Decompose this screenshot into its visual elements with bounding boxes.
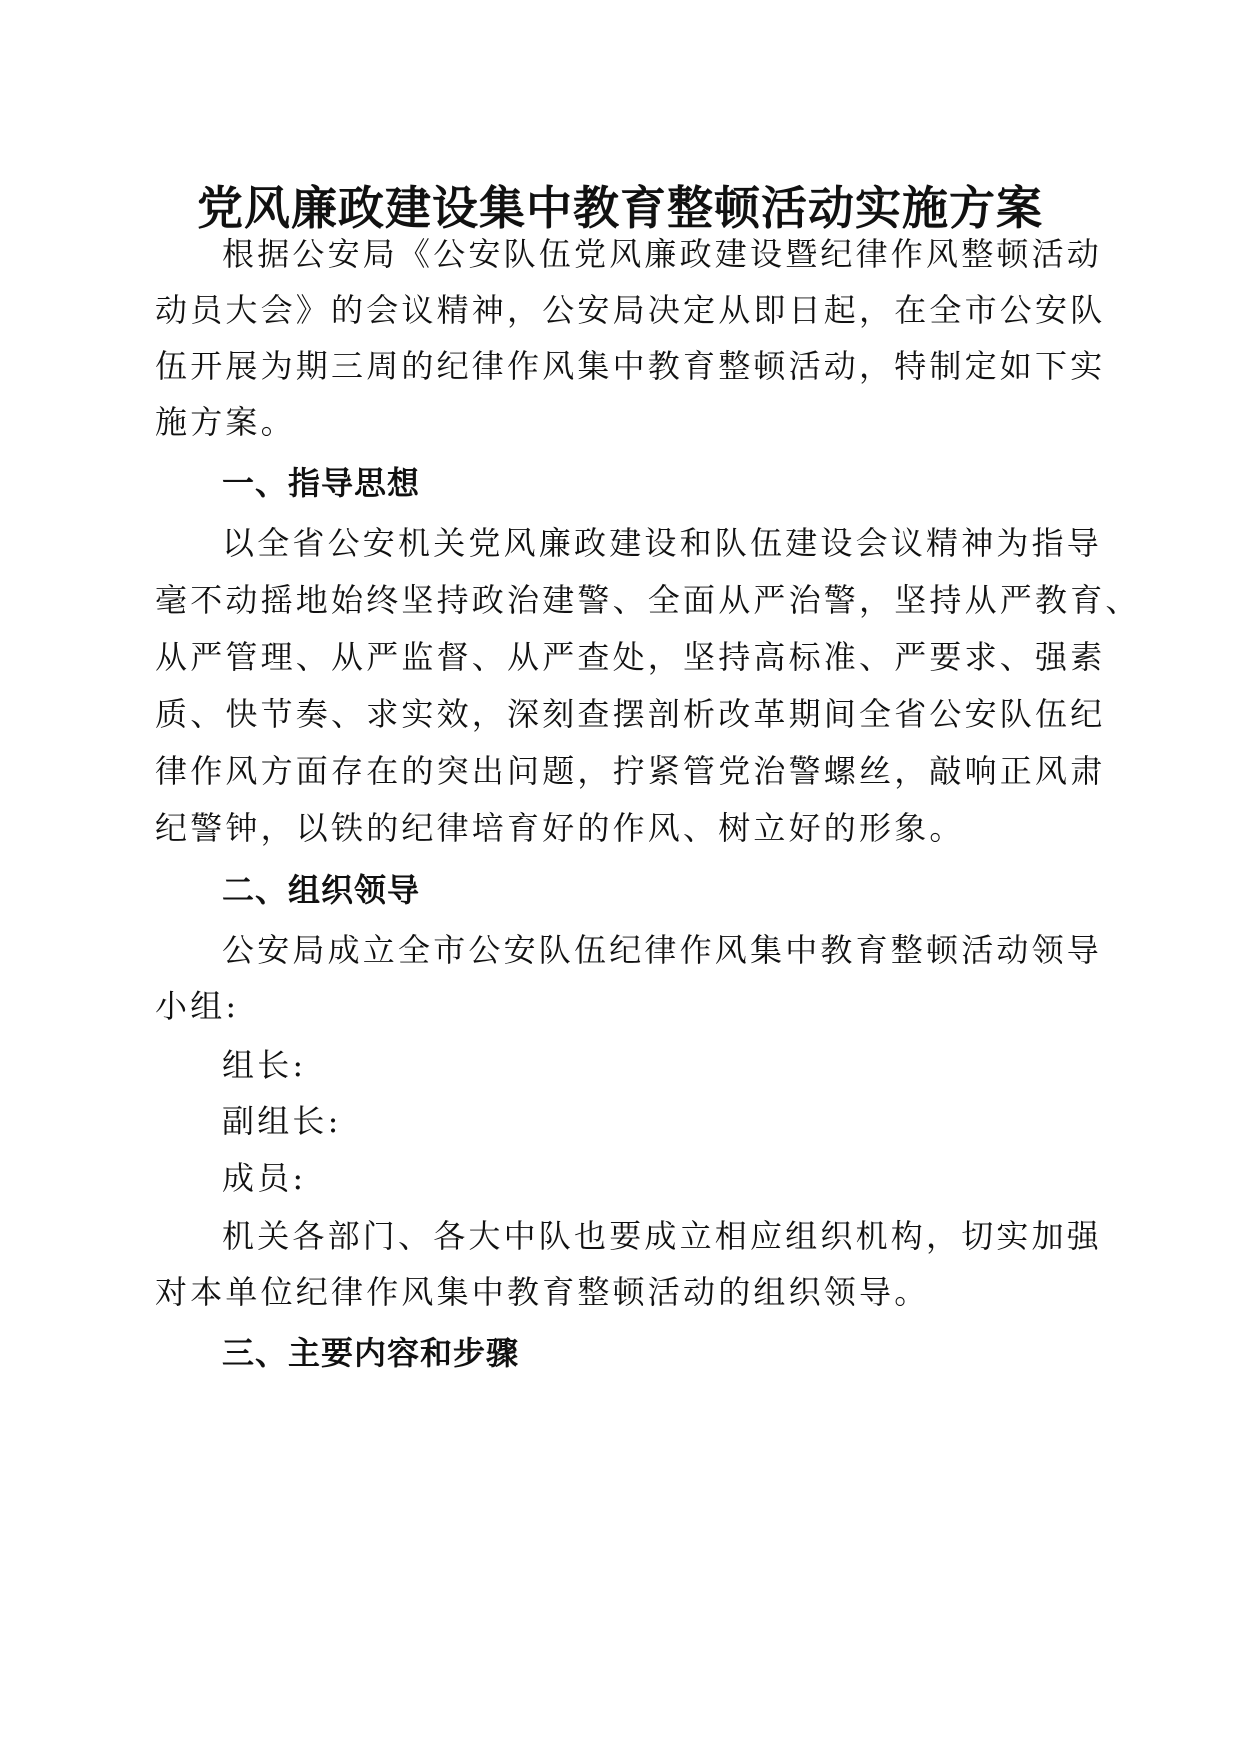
role-members: 成员:	[222, 1159, 307, 1197]
intro-line-4: 施方案。	[155, 403, 296, 441]
intro-line-2: 动员大会》的会议精神，公安局决定从即日起，在全市公安队	[155, 291, 1106, 329]
section-1-line-5: 律作风方面存在的突出问题，拧紧管党治警螺丝，敲响正风肃	[155, 752, 1106, 790]
section-1-heading: 一、指导思想	[222, 464, 421, 502]
section-2-heading: 二、组织领导	[222, 871, 421, 909]
intro-line-3: 伍开展为期三周的纪律作风集中教育整顿活动，特制定如下实	[155, 347, 1106, 385]
section-3-heading: 三、主要内容和步骤	[222, 1334, 520, 1372]
role-leader: 组长:	[222, 1046, 307, 1084]
section-2-closing-1: 机关各部门、各大中队也要成立相应组织机构，切实加强	[222, 1217, 1103, 1255]
section-2-line-1: 公安局成立全市公安队伍纪律作风集中教育整顿活动领导	[222, 931, 1103, 969]
section-1-line-6: 纪警钟，以铁的纪律培育好的作风、树立好的形象。	[155, 809, 965, 847]
section-1-line-4: 质、快节奏、求实效，深刻查摆剖析改革期间全省公安队伍纪	[155, 695, 1106, 733]
section-2-closing-2: 对本单位纪律作风集中教育整顿活动的组织领导。	[155, 1273, 930, 1311]
section-2-line-2: 小组:	[155, 987, 240, 1025]
role-deputy-leader: 副组长:	[222, 1102, 342, 1140]
section-1-line-3: 从严管理、从严监督、从严查处，坚持高标准、严要求、强素	[155, 638, 1106, 676]
document-title: 党风廉政建设集中教育整顿活动实施方案	[197, 181, 1043, 235]
section-1-line-1: 以全省公安机关党风廉政建设和队伍建设会议精神为指导	[222, 524, 1103, 562]
section-1-line-2: 毫不动摇地始终坚持政治建警、全面从严治警，坚持从严教育、	[155, 581, 1141, 619]
intro-line-1: 根据公安局《公安队伍党风廉政建设暨纪律作风整顿活动	[222, 235, 1103, 273]
